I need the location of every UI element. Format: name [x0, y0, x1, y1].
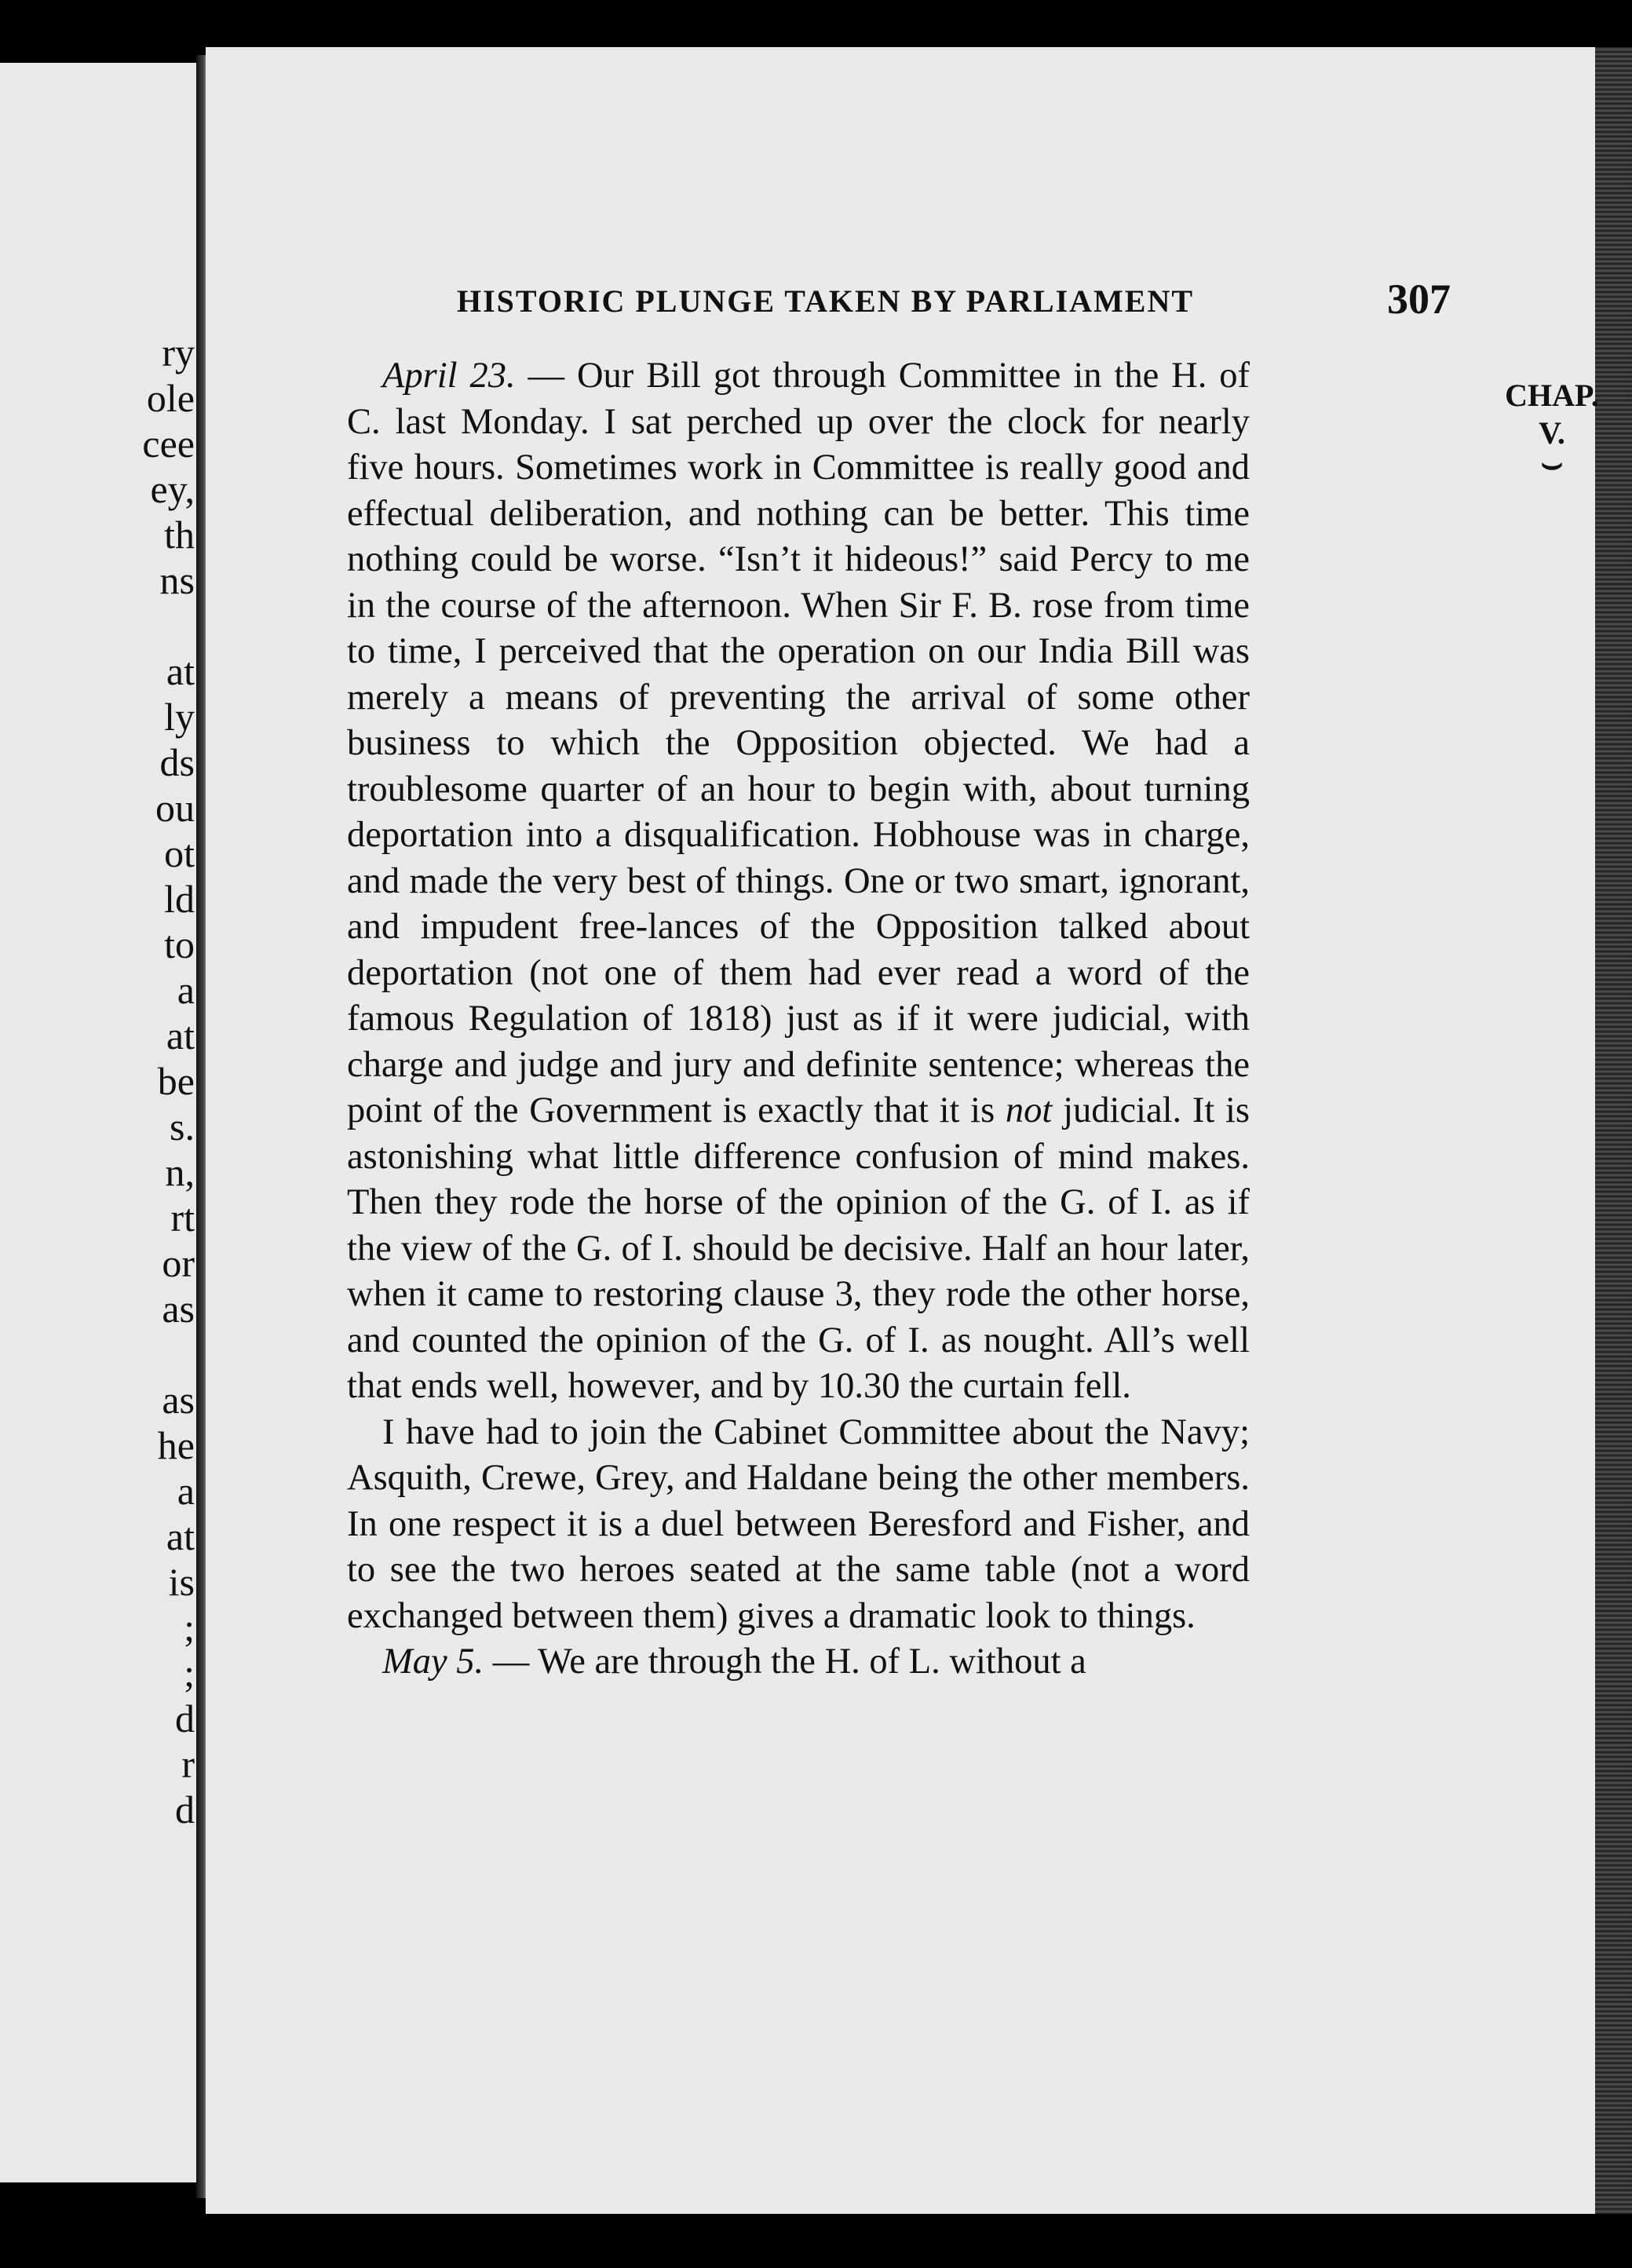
facing-page-text-fragments	[22, 330, 195, 1832]
chapter-label: CHAP.	[1505, 378, 1599, 413]
facing-page-line: at	[166, 1514, 195, 1558]
entry-date: April 23.	[382, 356, 516, 396]
page-stack-edge	[1594, 47, 1632, 2214]
running-head	[457, 283, 1477, 320]
emphasis-word: not	[1005, 1090, 1053, 1130]
facing-page-line: ;	[184, 1605, 195, 1649]
paragraph-cabinet-committee: I have had to join the Cabinet Committee about the Navy; Asquith, Crewe, Grey, and Haldane being the other members. In one respect it is a duel between Beresford and Fisher, and to see the two heroes seated at the same table (not a word exchanged between them) gives a dramatic look to things.	[347, 1412, 1250, 1636]
facing-page-line: n,	[165, 1150, 195, 1194]
entry-date: May 5.	[382, 1642, 484, 1682]
page-number: 307	[1387, 276, 1451, 323]
facing-page-line: rt	[170, 1196, 195, 1240]
facing-page-line: s.	[170, 1105, 195, 1149]
facing-page-line: ry	[162, 331, 195, 374]
facing-page-line: as	[162, 1287, 195, 1331]
chapter-number: V.	[1539, 415, 1565, 451]
facing-page-line: th	[164, 513, 195, 557]
facing-page-line: is	[168, 1560, 195, 1604]
facing-page-line	[22, 603, 195, 648]
facing-page-line: ns	[159, 558, 195, 602]
facing-page-line: ole	[146, 376, 195, 420]
facing-page-line: at	[166, 649, 195, 693]
facing-page-line: d	[175, 1696, 195, 1740]
facing-page-line: a	[177, 968, 195, 1012]
running-head-title: HISTORIC PLUNGE TAKEN BY PARLIAMENT	[457, 283, 1195, 319]
facing-page-line: r	[181, 1742, 195, 1786]
facing-page-line: cee	[142, 422, 195, 466]
chapter-side-note	[1493, 377, 1611, 483]
facing-page-line: ou	[155, 786, 195, 830]
facing-page-line: ds	[159, 740, 195, 784]
facing-page-line: ly	[164, 695, 195, 739]
body-text	[347, 353, 1250, 1685]
facing-page-line	[22, 1331, 195, 1377]
facing-page-edge	[0, 63, 201, 2182]
ornament-swash: ⌣	[1540, 444, 1564, 483]
facing-page-line: d	[175, 1788, 195, 1832]
facing-page-line: be	[157, 1059, 195, 1103]
facing-page-line: ld	[164, 877, 195, 921]
paragraph-text-continued: judicial. It is astonishing what little difference confusion of mind makes. Then they rode the horse of the opinion of the G. of I. as if the view of the G. of I. should be decisive. Half an hour later, when it came to restoring clause 3, they rode the other horse, and counted the opinion of the G. of I. as nought. All’s well that ends well, however, and by 10.30 the curtain fell.	[347, 1090, 1250, 1406]
facing-page-line: he	[157, 1423, 195, 1467]
paragraph-april-23	[347, 353, 1250, 1410]
facing-page-line: ;	[184, 1651, 195, 1695]
facing-page-line: a	[177, 1469, 195, 1513]
facing-page-line: to	[164, 922, 195, 966]
paragraph-text: — Our Bill got through Committee in the H. of C. last Monday. I sat perched up over the clock for nearly five hours. Sometimes work in Committee is really good and effectual deliberation, and nothing can be better. This time nothing could be worse. “Isn’t it hideous!” said Percy to me in the course of the afternoon. When Sir F. B. rose from time to time, I perceived that the operation on our India Bill was merely a means of preventing the arrival of some other business to which the Opposition objected. We had a troublesome quarter of an hour to begin with, about turning deportation into a disqualification. Hobhouse was in charge, and made the very best of things. One or two smart, ignorant, and impudent free-lances of the Opposition talked about deportation (not one of them had ever read a word of the famous Regulation of 1818) just as if it were judicial, with charge and judge and jury and definite sentence; whereas the point of the Government is exactly that it is	[347, 356, 1250, 1130]
facing-page-line: as	[162, 1378, 195, 1422]
book-page	[206, 47, 1599, 2214]
facing-page-line: or	[162, 1241, 195, 1285]
facing-page-line: ot	[164, 831, 195, 875]
facing-page-line: at	[166, 1013, 195, 1057]
facing-page-line: ey,	[150, 467, 195, 511]
paragraph-text: — We are through the H. of L. without a	[484, 1642, 1086, 1682]
paragraph-may-5	[347, 1639, 1250, 1685]
